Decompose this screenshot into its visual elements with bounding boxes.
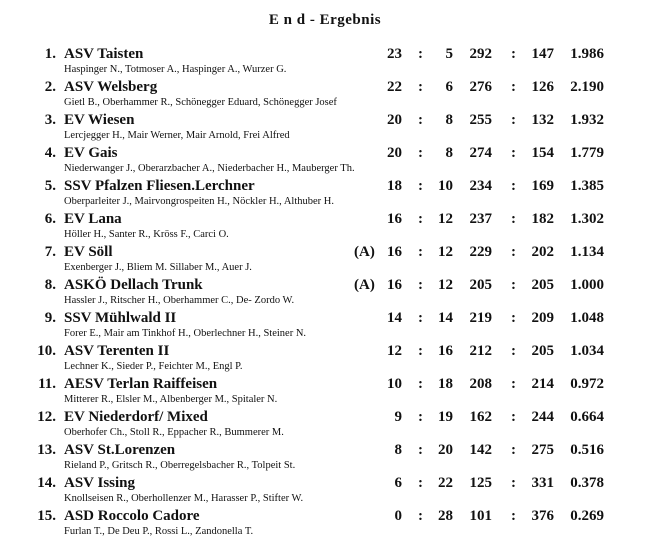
- points-against: 12: [438, 211, 453, 227]
- player-names: Haspinger N., Totmoser A., Haspinger A., Wurzer G.: [64, 64, 287, 75]
- rank: 11.: [38, 376, 56, 392]
- team-name: ASV Issing: [64, 475, 136, 491]
- score-separator: :: [511, 376, 516, 392]
- quotient: 1.932: [570, 112, 604, 128]
- score-separator: :: [511, 475, 516, 491]
- table-row: [0, 409, 650, 442]
- player-names: Forer E., Mair am Tinkhof H., Oberlechner H., Steiner N.: [64, 328, 307, 339]
- points-separator: :: [418, 508, 423, 524]
- player-names: Lercjegger H., Mair Werner, Mair Arnold, Frei Alfred: [64, 130, 290, 141]
- rank: 14.: [37, 475, 56, 491]
- table-row: [0, 376, 650, 409]
- score-separator: :: [511, 244, 516, 260]
- player-names: Hassler J., Ritscher H., Oberhammer C., De- Zordo W.: [64, 295, 295, 306]
- quotient: 1.134: [570, 244, 604, 260]
- points-against: 18: [438, 376, 453, 392]
- points-for: 0: [394, 508, 402, 524]
- table-row: [0, 145, 650, 178]
- team-note: (A): [354, 277, 375, 293]
- player-names: Rieland P., Gritsch R., Oberregelsbacher R., Tolpeit St.: [64, 460, 296, 471]
- team-name: EV Wiesen: [64, 112, 135, 128]
- score-for: 162: [469, 409, 492, 425]
- rank: 8.: [44, 277, 56, 293]
- team-name: ASD Roccolo Cadore: [64, 508, 200, 524]
- quotient: 0.972: [570, 376, 604, 392]
- quotient: 1.986: [570, 46, 604, 62]
- points-for: 16: [387, 244, 402, 260]
- team-name: ASV Taisten: [64, 46, 144, 62]
- score-for: 274: [469, 145, 492, 161]
- score-for: 292: [469, 46, 492, 62]
- points-separator: :: [418, 277, 423, 293]
- team-note: (A): [354, 244, 375, 260]
- points-for: 8: [394, 442, 402, 458]
- score-against: 244: [531, 409, 554, 425]
- score-against: 169: [531, 178, 554, 194]
- quotient: 1.385: [570, 178, 604, 194]
- score-against: 214: [531, 376, 554, 392]
- score-for: 237: [469, 211, 492, 227]
- table-row: [0, 244, 650, 277]
- points-separator: :: [418, 376, 423, 392]
- score-for: 212: [469, 343, 492, 359]
- rank: 4.: [44, 145, 56, 161]
- points-for: 23: [387, 46, 402, 62]
- points-for: 9: [394, 409, 402, 425]
- team-name: ASV St.Lorenzen: [64, 442, 176, 458]
- score-separator: :: [511, 508, 516, 524]
- score-for: 234: [469, 178, 492, 194]
- points-separator: :: [418, 46, 423, 62]
- points-for: 16: [387, 211, 402, 227]
- rank: 6.: [44, 211, 56, 227]
- table-row: [0, 178, 650, 211]
- score-for: 219: [469, 310, 492, 326]
- points-against: 6: [445, 79, 453, 95]
- score-separator: :: [511, 310, 516, 326]
- team-name: ASV Welsberg: [64, 79, 158, 95]
- points-against: 28: [438, 508, 453, 524]
- points-against: 12: [438, 244, 453, 260]
- player-names: Mitterer R., Elsler M., Albenberger M., Spitaler N.: [64, 394, 278, 405]
- player-names: Oberparleiter J., Mairvongrospeiten H., Nöckler H., Althuber H.: [64, 196, 335, 207]
- player-names: Niederwanger J., Oberarzbacher A., Niederbacher H., Mauberger Th.: [64, 163, 355, 174]
- score-against: 376: [531, 508, 554, 524]
- score-against: 202: [531, 244, 554, 260]
- points-separator: :: [418, 211, 423, 227]
- quotient: 0.269: [570, 508, 604, 524]
- score-for: 208: [469, 376, 492, 392]
- score-against: 275: [531, 442, 554, 458]
- table-row: [0, 277, 650, 310]
- rank: 2.: [44, 79, 56, 95]
- points-against: 5: [445, 46, 453, 62]
- player-names: Lechner K., Sieder P., Feichter M., Engl P.: [64, 361, 243, 372]
- team-name: EV Niederdorf/ Mixed: [64, 409, 208, 425]
- score-against: 209: [531, 310, 554, 326]
- score-against: 154: [531, 145, 554, 161]
- score-for: 125: [469, 475, 492, 491]
- score-against: 126: [531, 79, 554, 95]
- page-title: E n d - Ergebnis: [268, 12, 382, 28]
- quotient: 0.664: [570, 409, 604, 425]
- table-row: [0, 46, 650, 79]
- points-for: 10: [387, 376, 402, 392]
- points-against: 16: [438, 343, 453, 359]
- results-table: [0, 46, 650, 541]
- score-against: 331: [531, 475, 554, 491]
- quotient: 1.048: [570, 310, 604, 326]
- team-name: AESV Terlan Raiffeisen: [64, 376, 218, 392]
- score-for: 101: [469, 508, 492, 524]
- player-names: Furlan T., De Deu P., Rossi L., Zandonella T.: [64, 526, 254, 537]
- team-name: EV Gais: [64, 145, 118, 161]
- score-separator: :: [511, 112, 516, 128]
- points-separator: :: [418, 79, 423, 95]
- score-separator: :: [511, 343, 516, 359]
- quotient: 1.000: [570, 277, 604, 293]
- player-names: Gietl B., Oberhammer R., Schönegger Eduard, Schönegger Josef: [64, 97, 337, 108]
- score-for: 276: [469, 79, 492, 95]
- points-against: 8: [445, 145, 453, 161]
- rank: 13.: [37, 442, 56, 458]
- points-separator: :: [418, 310, 423, 326]
- player-names: Knollseisen R., Oberhollenzer M., Harasser P., Stifter W.: [64, 493, 304, 504]
- score-separator: :: [511, 145, 516, 161]
- points-separator: :: [418, 475, 423, 491]
- score-separator: :: [511, 409, 516, 425]
- score-against: 205: [531, 277, 554, 293]
- points-for: 22: [387, 79, 402, 95]
- player-names: Exenberger J., Bliem M. Sillaber M., Auer J.: [64, 262, 252, 273]
- team-name: SSV Pfalzen Fliesen.Lerchner: [64, 178, 255, 194]
- rank: 1.: [44, 46, 56, 62]
- quotient: 2.190: [570, 79, 604, 95]
- points-separator: :: [418, 178, 423, 194]
- team-name: EV Söll: [64, 244, 113, 260]
- rank: 3.: [44, 112, 56, 128]
- points-against: 20: [438, 442, 453, 458]
- table-row: [0, 79, 650, 112]
- score-against: 205: [531, 343, 554, 359]
- score-for: 205: [469, 277, 492, 293]
- score-separator: :: [511, 277, 516, 293]
- team-name: SSV Mühlwald II: [64, 310, 177, 326]
- score-for: 142: [469, 442, 492, 458]
- points-separator: :: [418, 112, 423, 128]
- points-against: 12: [438, 277, 453, 293]
- rank: 15.: [37, 508, 56, 524]
- points-separator: :: [418, 343, 423, 359]
- score-separator: :: [511, 46, 516, 62]
- rank: 5.: [44, 178, 56, 194]
- team-name: ASV Terenten II: [64, 343, 170, 359]
- score-against: 132: [531, 112, 554, 128]
- quotient: 0.378: [570, 475, 604, 491]
- score-separator: :: [511, 211, 516, 227]
- points-against: 22: [438, 475, 453, 491]
- points-separator: :: [418, 145, 423, 161]
- quotient: 1.779: [570, 145, 604, 161]
- table-row: [0, 508, 650, 541]
- player-names: Höller H., Santer R., Kröss F., Carci O.: [64, 229, 229, 240]
- score-separator: :: [511, 442, 516, 458]
- score-for: 255: [469, 112, 492, 128]
- rank: 12.: [37, 409, 56, 425]
- points-for: 18: [387, 178, 402, 194]
- points-for: 20: [387, 112, 402, 128]
- score-against: 147: [531, 46, 554, 62]
- score-for: 229: [469, 244, 492, 260]
- points-for: 14: [387, 310, 402, 326]
- table-row: [0, 343, 650, 376]
- rank: 9.: [44, 310, 56, 326]
- quotient: 1.034: [570, 343, 604, 359]
- points-against: 19: [438, 409, 453, 425]
- points-for: 20: [387, 145, 402, 161]
- table-row: [0, 211, 650, 244]
- score-separator: :: [511, 79, 516, 95]
- table-row: [0, 112, 650, 145]
- score-against: 182: [531, 211, 554, 227]
- rank: 7.: [44, 244, 56, 260]
- points-for: 6: [394, 475, 402, 491]
- points-separator: :: [418, 442, 423, 458]
- score-separator: :: [511, 178, 516, 194]
- points-against: 8: [445, 112, 453, 128]
- team-name: EV Lana: [64, 211, 122, 227]
- quotient: 0.516: [570, 442, 604, 458]
- points-against: 14: [438, 310, 453, 326]
- table-row: [0, 442, 650, 475]
- points-for: 12: [387, 343, 402, 359]
- table-row: [0, 310, 650, 343]
- points-separator: :: [418, 244, 423, 260]
- points-against: 10: [438, 178, 453, 194]
- table-row: [0, 475, 650, 508]
- player-names: Oberhofer Ch., Stoll R., Eppacher R., Bummerer M.: [64, 427, 284, 438]
- team-name: ASKÖ Dellach Trunk: [64, 277, 203, 293]
- points-for: 16: [387, 277, 402, 293]
- quotient: 1.302: [570, 211, 604, 227]
- points-separator: :: [418, 409, 423, 425]
- rank: 10.: [37, 343, 56, 359]
